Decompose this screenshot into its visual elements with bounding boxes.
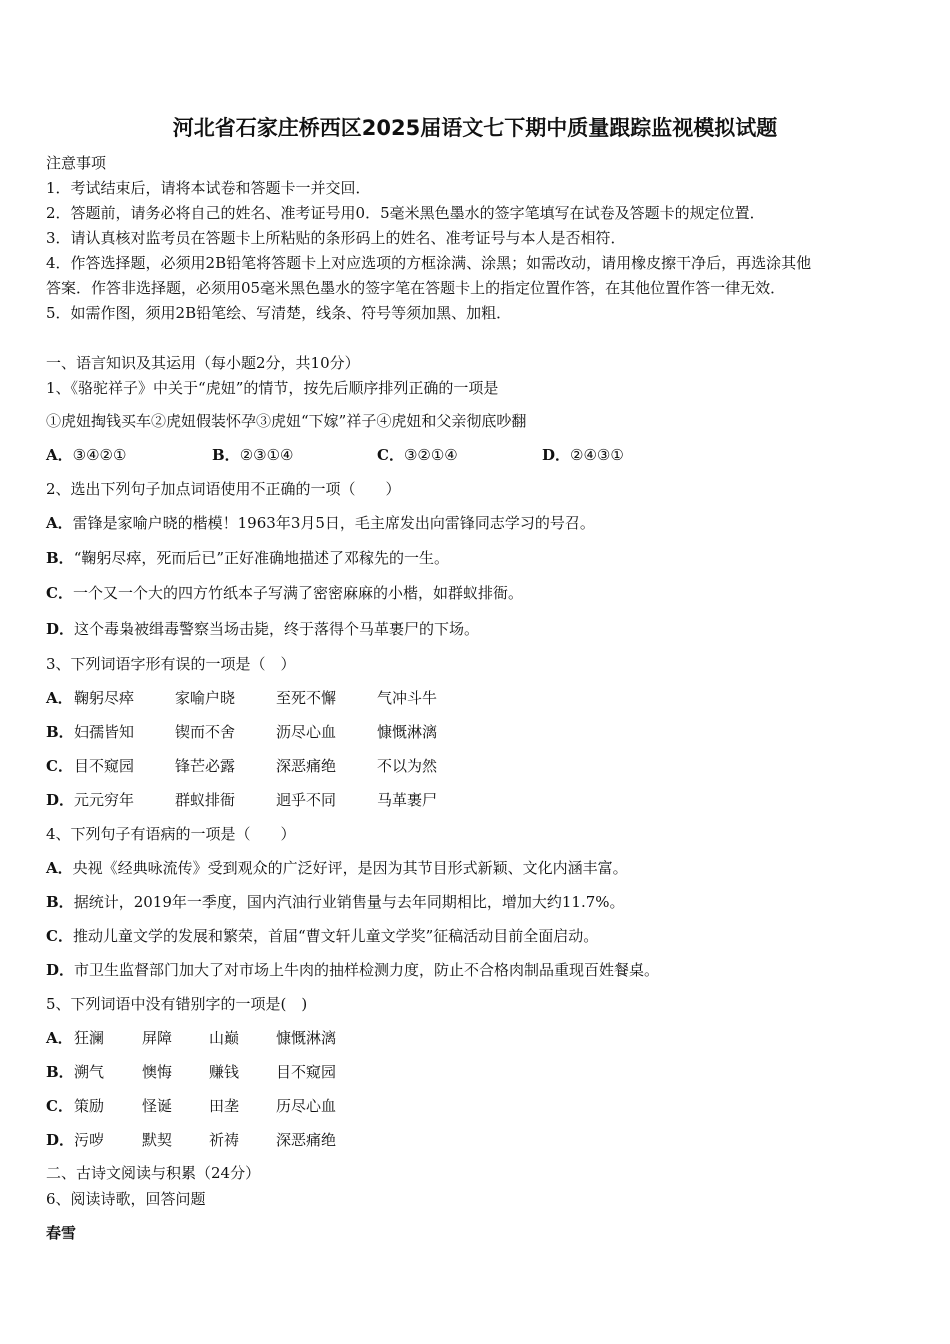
option-word: 家喻户晓 xyxy=(175,689,236,707)
option-word: 慷慨淋漓 xyxy=(276,1029,337,1047)
option-word: 群蚁排衙 xyxy=(175,791,236,809)
option-b: B．据统计，2019年一季度，国内汽油行业销售量与去年同期相比，增加大约11.7%。 xyxy=(46,893,625,911)
option-label: D． xyxy=(46,791,75,809)
option-word: 怪诞 xyxy=(142,1097,173,1115)
section-heading: 二、古诗文阅读与积累（24分） xyxy=(46,1164,261,1182)
option-word: 目不窥园 xyxy=(276,1063,337,1081)
option-word: 沥尽心血 xyxy=(276,723,337,741)
option-word: 慷慨淋漓 xyxy=(377,723,438,741)
question-stem: 6、阅读诗歌，回答问题 xyxy=(46,1190,206,1208)
option-word: 目不窥园 xyxy=(74,757,135,775)
option-word: 污哕 xyxy=(74,1131,105,1149)
notice-item: 1．考试结束后，请将本试卷和答题卡一并交回． xyxy=(46,179,371,197)
option-word: 妇孺皆知 xyxy=(74,723,135,741)
question-items: ①虎妞掏钱买车②虎妞假装怀孕③虎妞“下嫁”祥子④虎妞和父亲彻底吵翻 xyxy=(46,412,527,430)
option-word: 狂澜 xyxy=(74,1029,105,1047)
option-word: 策励 xyxy=(74,1097,105,1115)
option-c: C．一个又一个大的四方竹纸本子写满了密密麻麻的小楷，如群蚁排衙。 xyxy=(46,584,523,602)
option-word: 懊悔 xyxy=(142,1063,173,1081)
option-word: 锲而不舍 xyxy=(175,723,236,741)
option-d: D．市卫生监督部门加大了对市场上牛肉的抽样检测力度，防止不合格肉制品重现百姓餐桌。 xyxy=(46,961,660,979)
option-b: B．②③①④ xyxy=(212,446,294,464)
question-stem: 3、下列词语字形有误的一项是（ ） xyxy=(46,655,296,673)
question-stem: 5、下列词语中没有错别字的一项是( ) xyxy=(46,995,308,1013)
option-a: A．央视《经典咏流传》受到观众的广泛好评，是因为其节目形式新颖、文化内涵丰富。 xyxy=(46,859,628,877)
notice-item: 2．答题前，请务必将自己的姓名、准考证号用0．5毫米黑色墨水的签字笔填写在试卷及答题卡的规定位置． xyxy=(46,204,765,222)
option-word: 不以为然 xyxy=(377,757,438,775)
option-word: 鞠躬尽瘁 xyxy=(74,689,135,707)
option-word: 深恶痛绝 xyxy=(276,1131,337,1149)
option-label: A． xyxy=(46,1029,73,1047)
option-label: A． xyxy=(46,689,73,707)
option-b: B．“鞠躬尽瘁，死而后已”正好准确地描述了邓稼先的一生。 xyxy=(46,549,450,567)
option-word: 锋芒必露 xyxy=(175,757,236,775)
notice-item: 4．作答选择题，必须用2B铅笔将答题卡上对应选项的方框涂满、涂黑；如需改动，请用橡皮擦干净后，再选涂其他 xyxy=(46,254,812,272)
section-heading: 一、语言知识及其运用（每小题2分，共10分） xyxy=(46,354,360,372)
option-word: 山巅 xyxy=(209,1029,240,1047)
option-c: C．③②①④ xyxy=(377,446,458,464)
option-c: C．推动儿童文学的发展和繁荣，首届“曹文轩儿童文学奖”征稿活动目前全面启动。 xyxy=(46,927,599,945)
poem-title: 春雪 xyxy=(46,1224,77,1242)
option-a: A．雷锋是家喻户晓的楷模！1963年3月5日，毛主席发出向雷锋同志学习的号召。 xyxy=(46,514,595,532)
option-label: B． xyxy=(46,723,74,741)
option-word: 气冲斗牛 xyxy=(377,689,438,707)
option-word: 溯气 xyxy=(74,1063,105,1081)
option-d: D．这个毒枭被缉毒警察当场击毙，终于落得个马革裹尸的下场。 xyxy=(46,620,480,638)
notice-item: 5．如需作图，须用2B铅笔绘、写清楚，线条、符号等须加黑、加粗． xyxy=(46,304,512,322)
notice-item: 3．请认真核对监考员在答题卡上所粘贴的条形码上的姓名、准考证号与本人是否相符． xyxy=(46,229,626,247)
option-label: C． xyxy=(46,1097,73,1115)
option-word: 元元穷年 xyxy=(74,791,135,809)
notice-item: 答案．作答非选择题，必须用05毫米黑色墨水的签字笔在答题卡上的指定位置作答，在其他位置作答一律无效． xyxy=(46,279,786,297)
option-d: D．②④③① xyxy=(542,446,624,464)
option-word: 至死不懈 xyxy=(276,689,337,707)
option-word: 默契 xyxy=(142,1131,173,1149)
question-stem: 1、《骆驼祥子》中关于“虎妞”的情节，按先后顺序排列正确的一项是 xyxy=(46,379,499,397)
option-word: 屏障 xyxy=(142,1029,173,1047)
option-label: C． xyxy=(46,757,73,775)
option-word: 深恶痛绝 xyxy=(276,757,337,775)
option-word: 祈祷 xyxy=(209,1131,240,1149)
option-word: 迥乎不同 xyxy=(276,791,337,809)
option-word: 马革裹尸 xyxy=(377,791,438,809)
question-stem: 2、选出下列句子加点词语使用不正确的一项（ ） xyxy=(46,480,401,498)
option-label: D． xyxy=(46,1131,75,1149)
option-word: 田垄 xyxy=(209,1097,240,1115)
notice-heading: 注意事项 xyxy=(46,154,107,172)
option-word: 赚钱 xyxy=(209,1063,240,1081)
question-stem: 4、下列句子有语病的一项是（ ） xyxy=(46,825,296,843)
page-title: 河北省石家庄桥西区2025届语文七下期中质量跟踪监视模拟试题 xyxy=(172,116,778,140)
option-word: 历尽心血 xyxy=(276,1097,337,1115)
option-a: A．③④②① xyxy=(46,446,127,464)
option-label: B． xyxy=(46,1063,74,1081)
